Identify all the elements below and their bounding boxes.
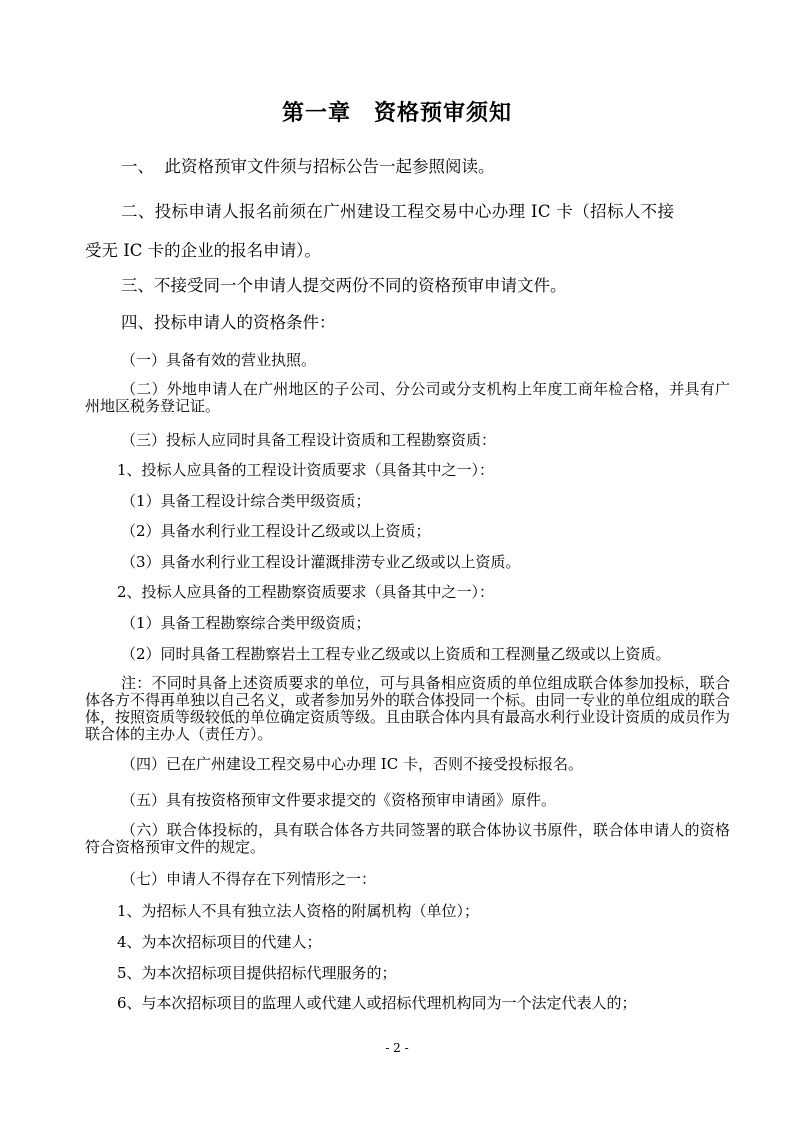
condition-5: （五）具有按资格预审文件要求提交的《资格预审申请函》原件。 (121, 791, 557, 809)
item-3: 三、不接受同一个申请人提交两份不同的资格预审申请文件。 (121, 276, 567, 295)
survey-option-2: （2）同时具备工程勘察岩土工程专业乙级或以上资质和工程测量乙级或以上资质。 (121, 645, 671, 663)
chapter-title: 第一章 资格预审须知 (281, 101, 512, 126)
design-option-2: （2）具备水利行业工程设计乙级或以上资质； (121, 522, 431, 540)
survey-option-1: （1）具备工程勘察综合类甲级资质； (121, 614, 371, 632)
exclusion-5: 5、为本次招标项目提供招标代理服务的； (117, 964, 397, 982)
condition-3: （三）投标人应同时具备工程设计资质和工程勘察资质： (121, 431, 497, 449)
design-requirement: 1、投标人应具备的工程设计资质要求（具备其中之一）： (117, 461, 495, 479)
condition-7: （七）申请人不得存在下列情形之一： (121, 870, 377, 888)
condition-4: （四）已在广州建设工程交易中心办理 IC 卡，否则不接受投标报名。 (121, 755, 583, 773)
condition-6: （六）联合体投标的，具有联合体各方共同签署的联合体协议书原件，联合体申请人的资格符合资格预审文件的规定。 (85, 821, 730, 856)
condition-1: （一）具备有效的营业执照。 (121, 351, 317, 369)
item-4: 四、投标申请人的资格条件： (121, 313, 336, 332)
note-paragraph: 注：不同时具备上述资质要求的单位，可与具备相应资质的单位组成联合体参加投标，联合体各方不得再单独以自己名义，或者参加另外的联合体投同一个标。由同一专业的单位组成的联合体，按照资质等级较低的单位确定资质等级。且由联合体内具有最高水利行业设计资质的成员作为联合体的主办人（责任方）。 (85, 674, 731, 743)
exclusion-6: 6、与本次招标项目的监理人或代建人或招标代理机构同为一个法定代表人的； (117, 994, 637, 1012)
item-1: 一、 此资格预审文件须与招标公告一起参照阅读。 (121, 157, 495, 176)
exclusion-1: 1、为招标人不具有独立法人资格的附属机构（单位）； (117, 902, 480, 920)
page-number: - 2 - (385, 1041, 409, 1055)
item-2-line-2: 受无 IC 卡的企业的报名申请）。 (85, 241, 321, 260)
exclusion-4: 4、为本次招标项目的代建人； (117, 933, 322, 951)
design-option-3: （3）具备水利行业工程设计灌溉排涝专业乙级或以上资质。 (121, 553, 521, 571)
item-2-line-1: 二、投标申请人报名前须在广州建设工程交易中心办理 IC 卡（招标人不接 (121, 202, 675, 221)
condition-2: （二）外地申请人在广州地区的子公司、分公司或分支机构上年度工商年检合格，并具有广州地区税务登记证。 (85, 380, 730, 415)
design-option-1: （1）具备工程设计综合类甲级资质； (121, 492, 371, 510)
survey-requirement: 2、投标人应具备的工程勘察资质要求（具备其中之一）： (117, 583, 495, 601)
